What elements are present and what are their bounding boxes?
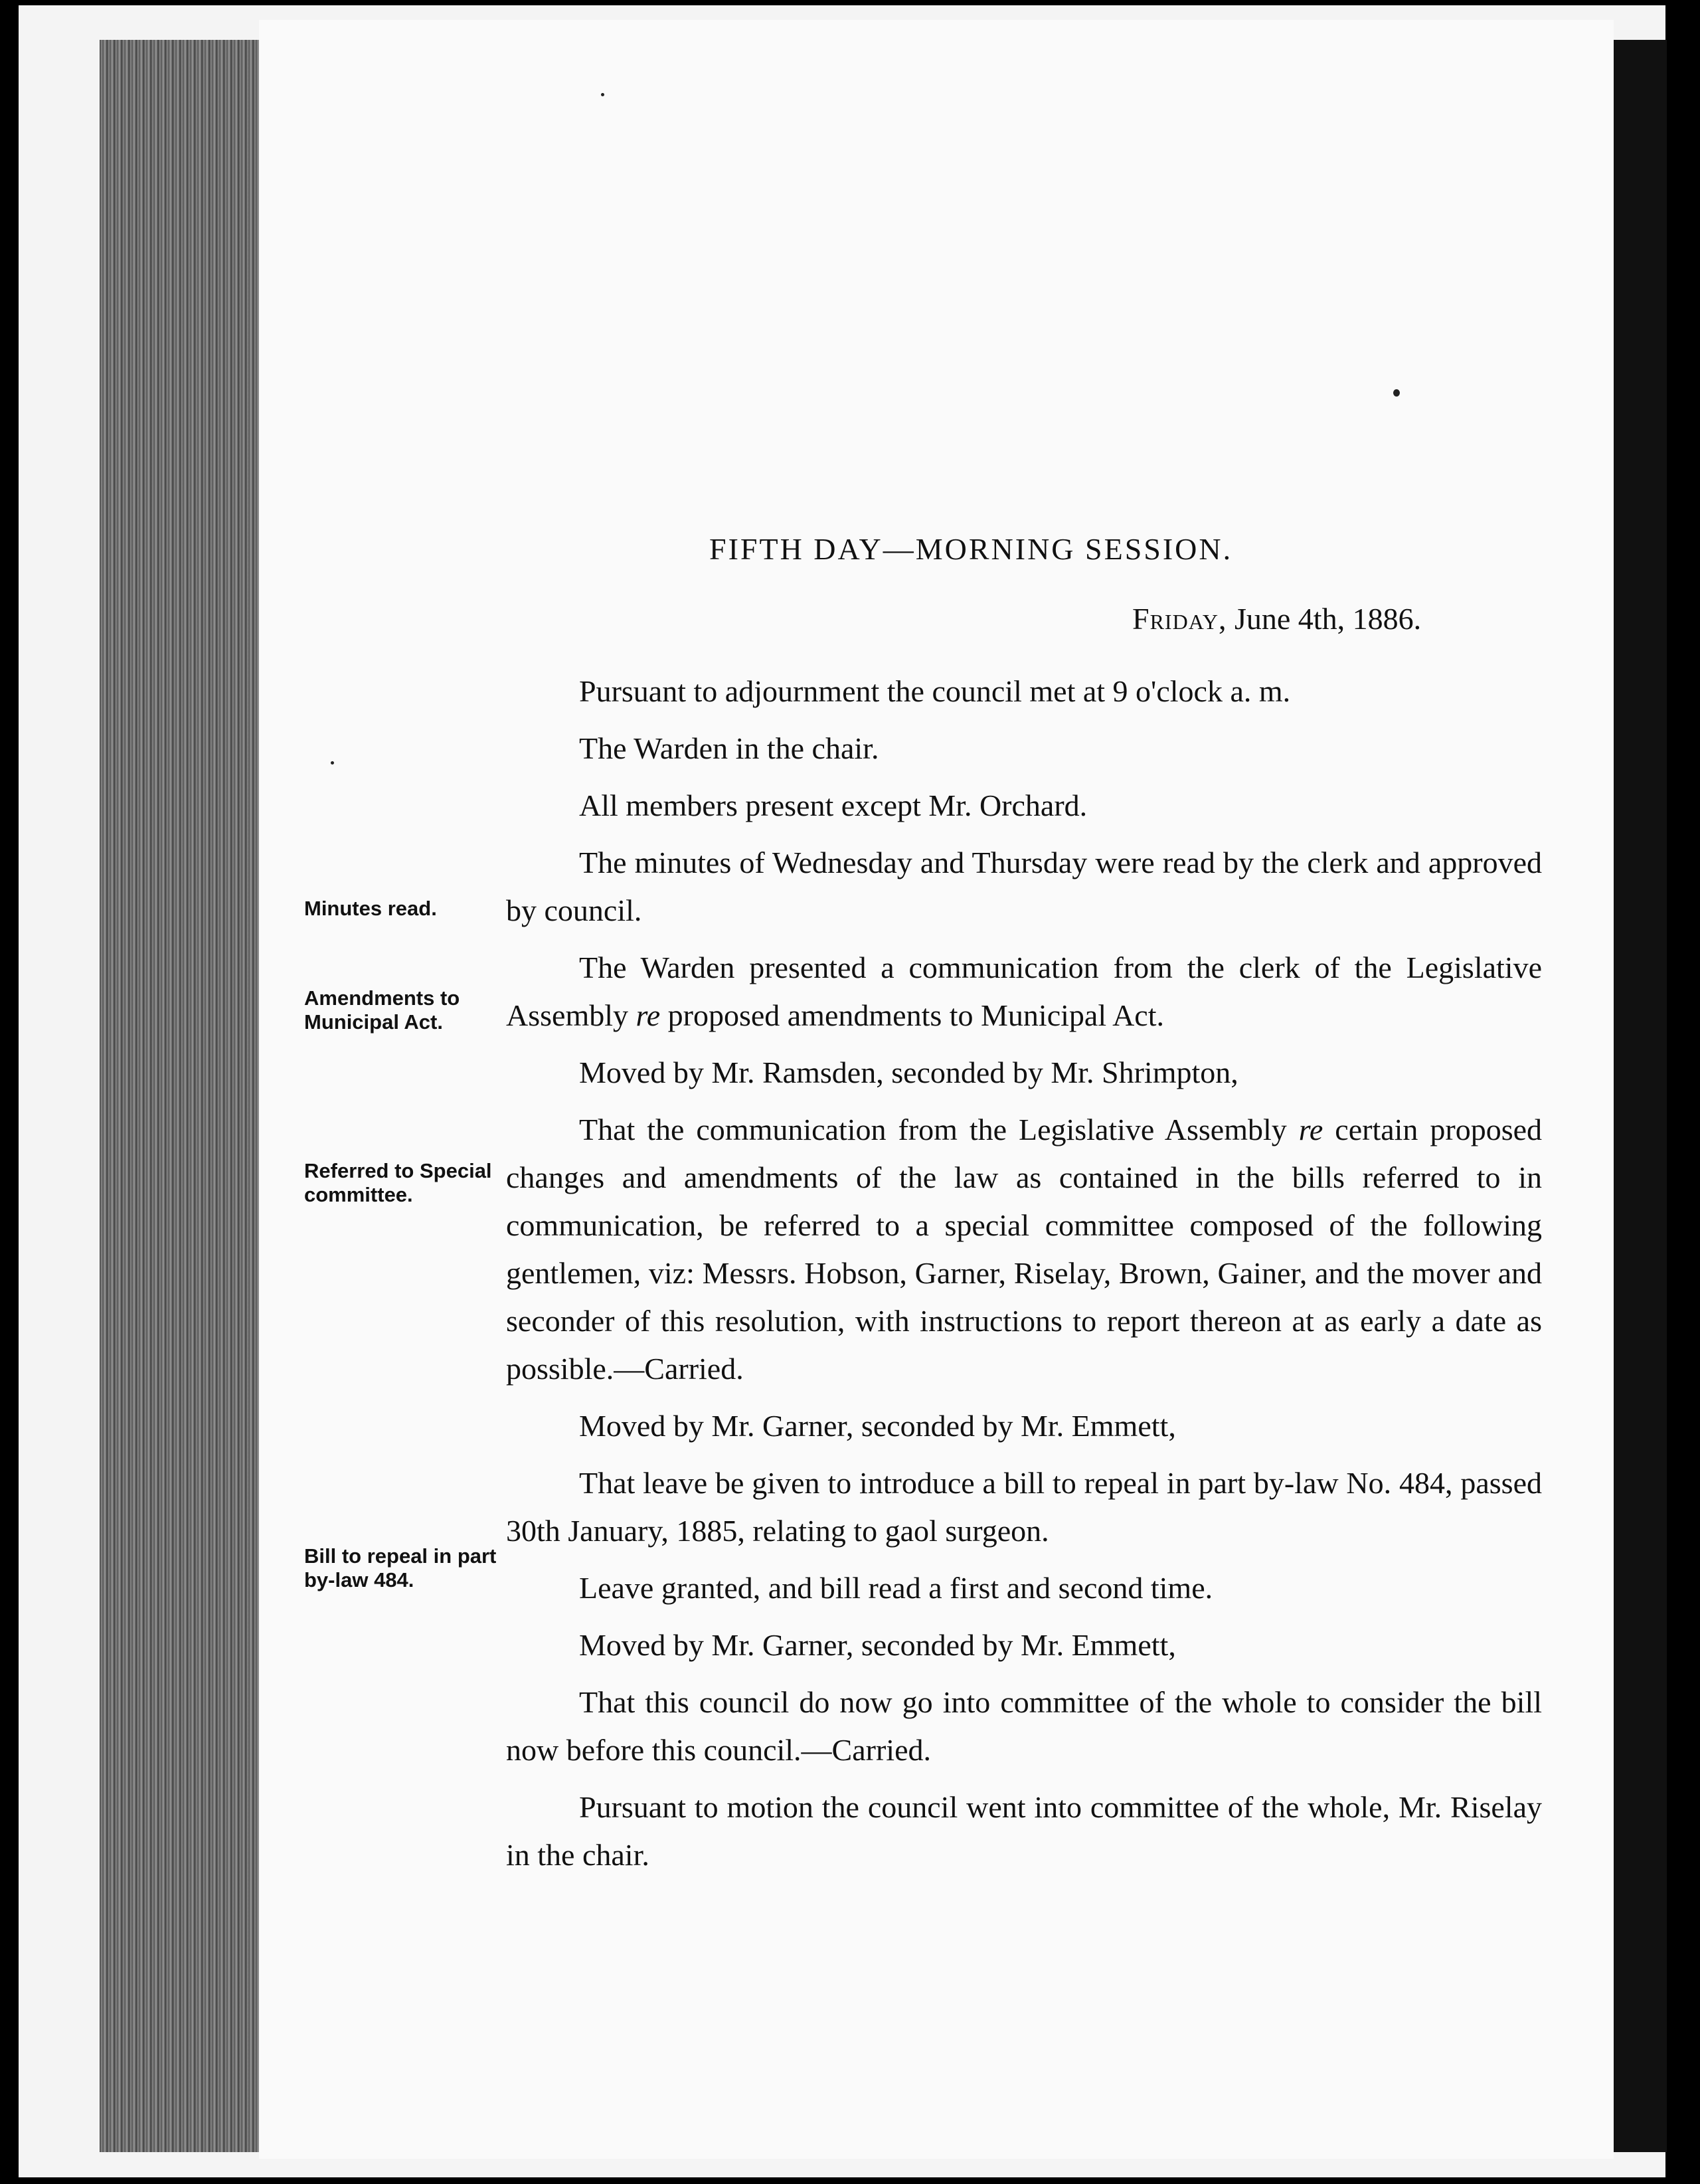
paragraph-adjournment: Pursuant to adjournment the council met at 9 o'clock a. m. — [579, 674, 1291, 708]
paragraph-committee-whole: That this council do now go into committee of the whole to consider the bill now before this council.—Carried. — [506, 1685, 1542, 1767]
ink-speck — [601, 93, 604, 96]
session-heading: FIFTH DAY—MORNING SESSION. — [709, 532, 1233, 566]
session-weekday: Friday, — [1132, 602, 1227, 636]
paragraph-motion-garner-2: Moved by Mr. Garner, seconded by Mr. Emmett, — [579, 1628, 1176, 1662]
paragraph-motion-ramsden: Moved by Mr. Ramsden, seconded by Mr. Shrimpton, — [579, 1055, 1238, 1089]
paragraph-communication: The Warden presented a communication from the clerk of the Legislative Assembly re proposed amendments to Municipal Act. — [506, 951, 1542, 1032]
paragraph-motion-garner-1: Moved by Mr. Garner, seconded by Mr. Emmett, — [579, 1409, 1176, 1443]
paragraph-leave-granted: Leave granted, and bill read a first and second time. — [579, 1571, 1213, 1605]
margin-note-minutes: Minutes read. — [304, 897, 437, 920]
paragraph-warden-chair: The Warden in the chair. — [579, 731, 879, 765]
session-date — [1132, 601, 1504, 636]
margin-note-referred: Referred to Special committee. — [304, 1159, 492, 1206]
paragraph-pursuant-motion: Pursuant to motion the council went into committee of the whole, Mr. Riselay in the chair. — [506, 1790, 1542, 1872]
paragraph-members-present: All members present except Mr. Orchard. — [579, 788, 1088, 822]
minutes-body — [506, 668, 1542, 1888]
margin-note-amendments: Amendments to Municipal Act. — [304, 986, 460, 1034]
paragraph-special-committee: That the communication from the Legislative Assembly re certain proposed changes and amendments of the law as contained in the bills referred to in communication, be referred to a special committee composed of the following gentlemen, viz: Messrs. Hobson, Garner, Riselay, Brown, Gainer, and the mover and seconder of this resolution, with instructions to report thereon at as early a date as possible.—Carried. — [506, 1113, 1543, 1386]
paragraph-minutes-read: The minutes of Wednesday and Thursday were read by the clerk and approved by council. — [506, 846, 1542, 927]
margin-note-bill-repeal: Bill to repeal in part by-law 484. — [304, 1544, 497, 1592]
session-date-text: June 4th, 1886. — [1234, 602, 1422, 636]
ink-speck — [331, 761, 334, 765]
scan-right-border — [1614, 40, 1667, 2152]
paragraph-bill-repeal: That leave be given to introduce a bill to repeal in part by-law No. 484, passed 30th January, 1885, relating to gaol surgeon. — [506, 1466, 1542, 1548]
ink-speck — [1393, 389, 1400, 397]
